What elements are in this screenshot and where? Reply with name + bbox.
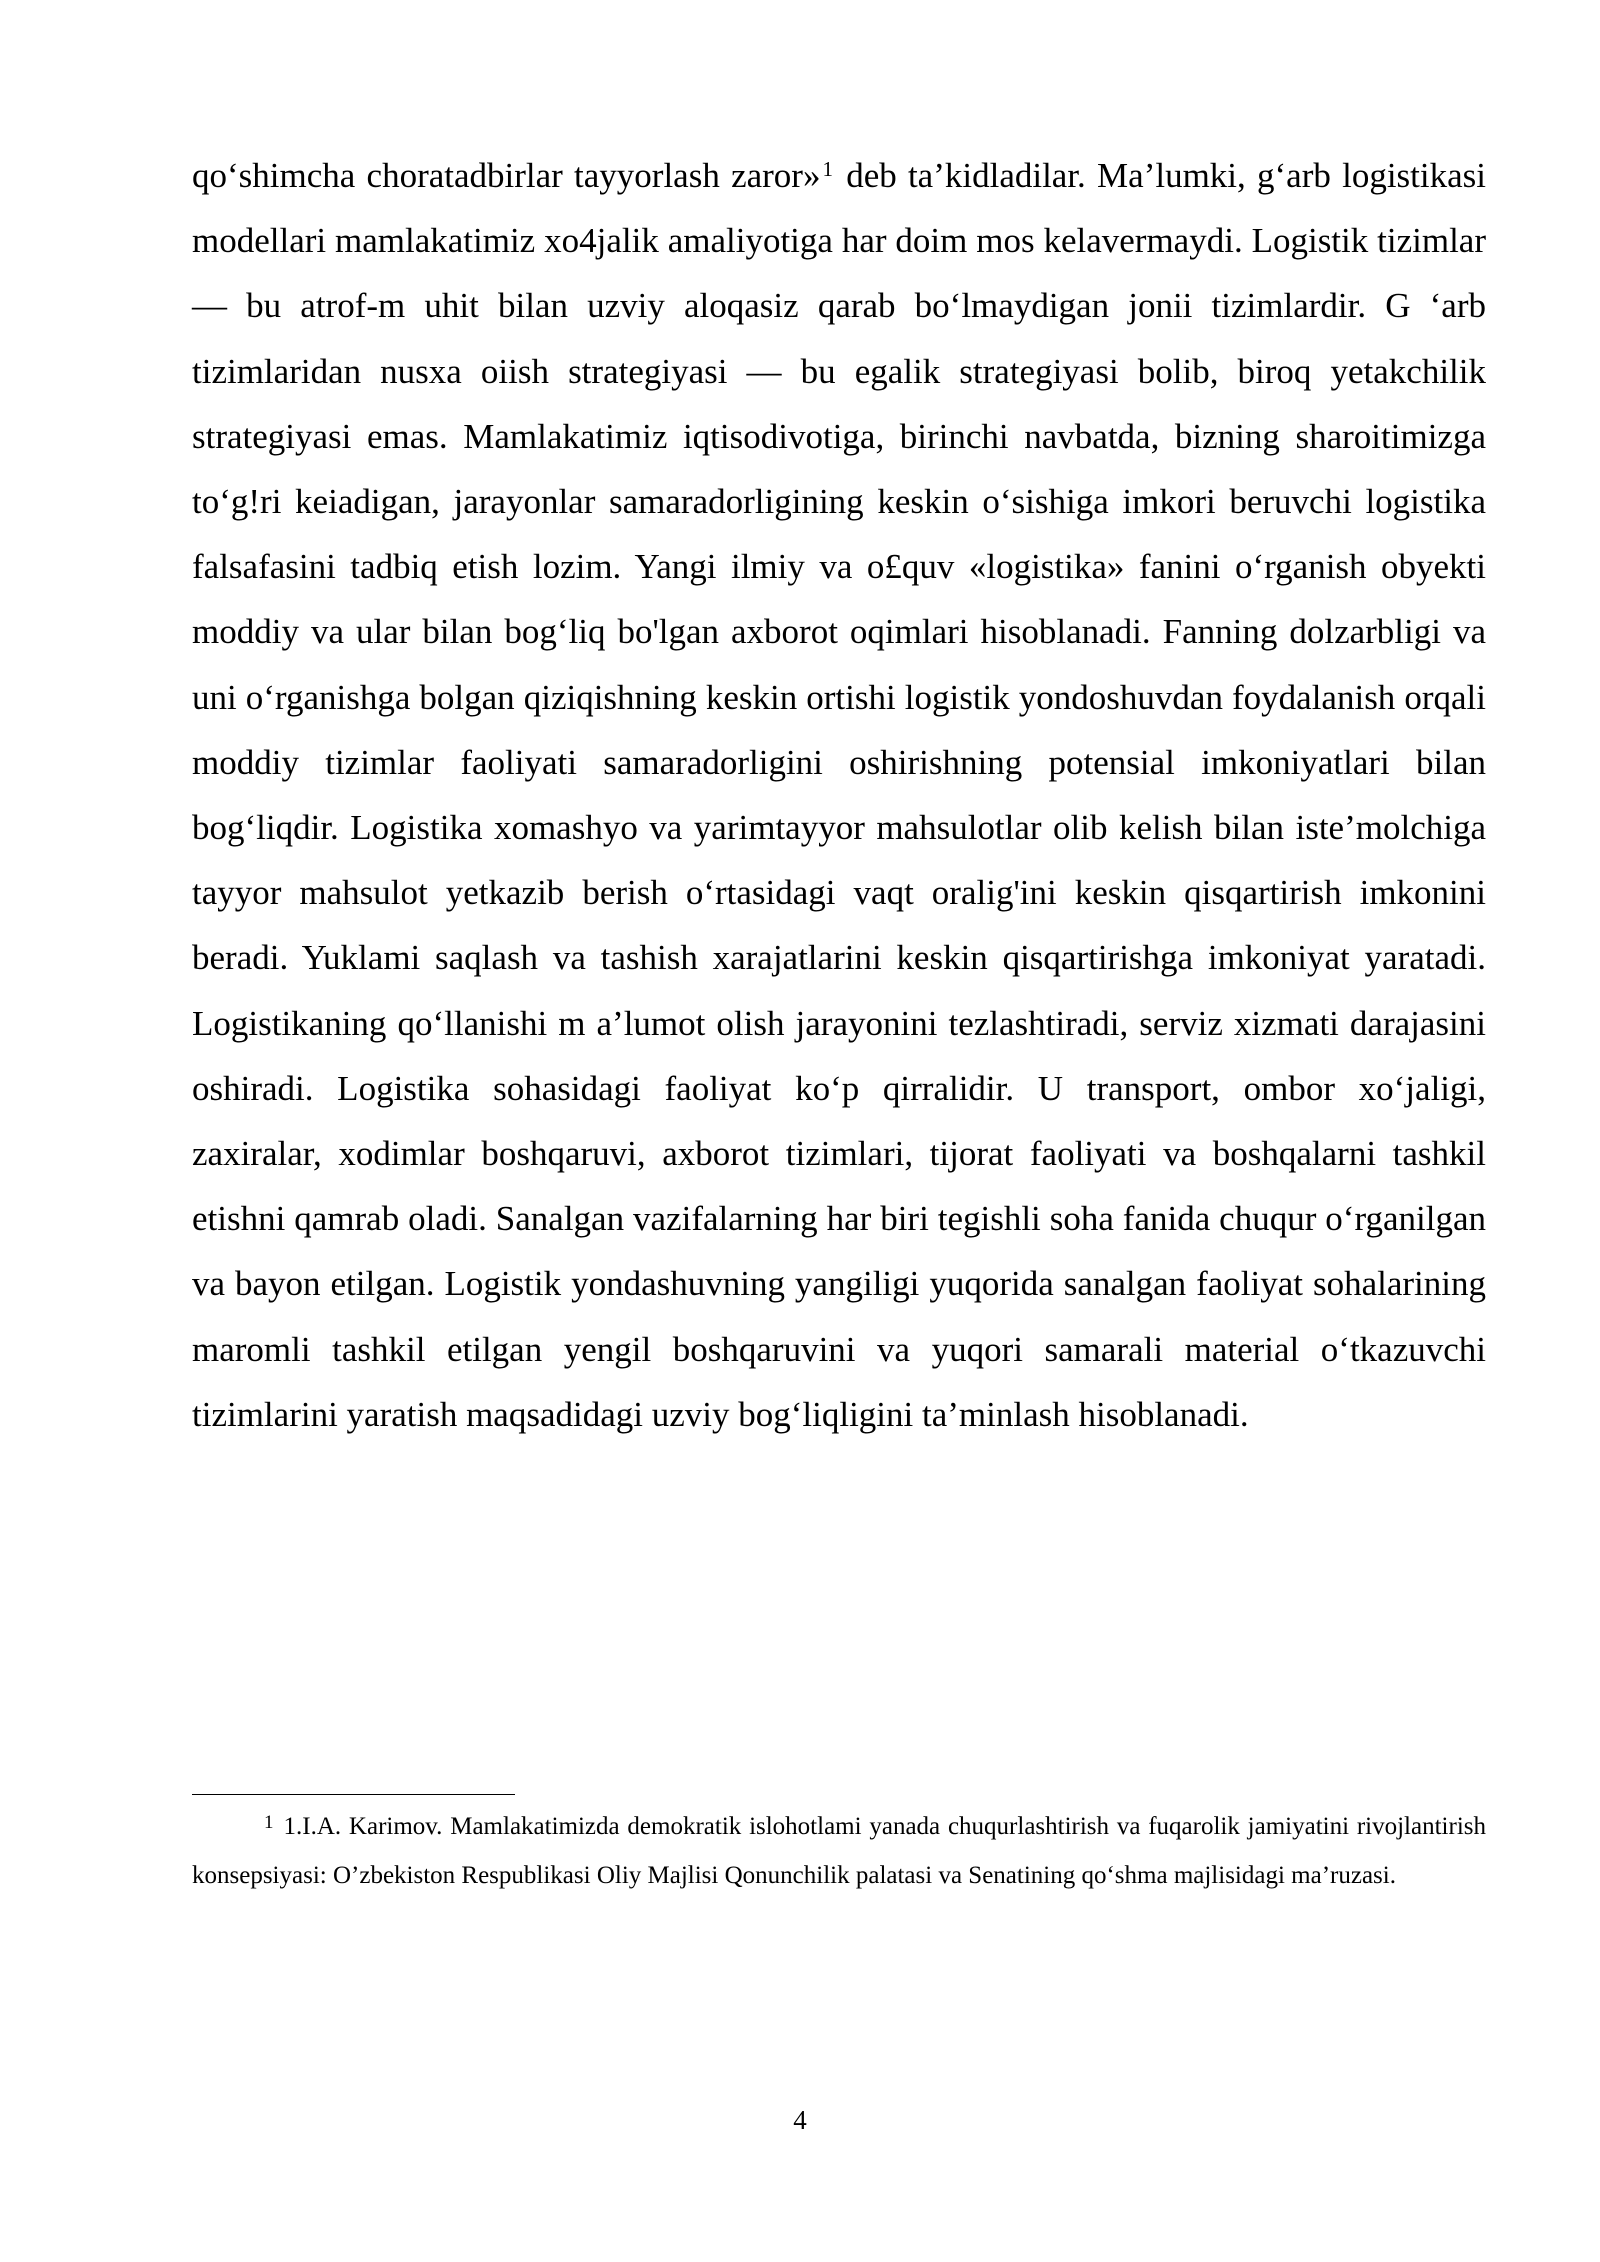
footnote — [192, 1802, 1486, 1900]
footnote-text: 1.I.A. Karimov. Mamlakatimizda demokratik islohotlami yanada chuqurlashtirish va fuqarolik jamiyatini rivojlantirish konsepsiyasi: O’zbekiston Respublikasi Oliy Majlisi Qonunchilik palatasi va Senatining qo‘shma majlisidagi ma’ruzasi. — [192, 1813, 1486, 1889]
footnote-reference: 1 — [822, 157, 833, 181]
body-text-before-reference: qo‘shimcha choratadbirlar tayyorlash zaror» — [192, 156, 821, 195]
footnote-separator — [192, 1794, 515, 1795]
body-paragraph — [192, 143, 1486, 1447]
body-text-after-reference: deb ta’kidladilar. Ma’lumki, g‘arb logistikasi modellari mamlakatimiz xo4jalik amaliyotiga har doim mos kelavermaydi. Logistik tizimlar — bu atrof-m uhit bilan uzviy aloqasiz qarab bo‘lmaydigan jonii tizimlardir. G ‘arb tizimlaridan nusxa oiish strategiyasi — bu egalik strategiyasi bolib, biroq yetakchilik strategiyasi emas. Mamlakatimiz iqtisodivotiga, birinchi navbatda, bizning sharoitimizga to‘g!ri keiadigan, jarayonlar samaradorligining keskin o‘sishiga imkori beruvchi logistika falsafasini tadbiq etish lozim. Yangi ilmiy va o£quv «logistika» fanini o‘rganish obyekti moddiy va ular bilan bog‘liq bo'lgan axborot oqimlari hisoblanadi. Fanning dolzarbligi va uni o‘rganishga bolgan qiziqishning keskin ortishi logistik yondoshuvdan foydalanish orqali moddiy tizimlar faoliyati samaradorligini oshirishning potensial imkoniyatlari bilan bog‘liqdir. Logistika xomashyo va yarimtayyor mahsulotlar olib kelish bilan iste’molchiga tayyor mahsulot yetkazib berish o‘rtasidagi vaqt oralig'ini keskin qisqartirish imkonini beradi. Yuklami saqlash va tashish xarajatlarini keskin qisqartirishga imkoniyat yaratadi. Logistikaning qo‘llanishi m a’lumot olish jarayonini tezlashtiradi, serviz xizmati darajasini oshiradi. Logistika sohasidagi faoliyat ko‘p qirralidir. U transport, ombor xo‘jaligi, zaxiralar, xodimlar boshqaruvi, axborot tizimlari, tijorat faoliyati va boshqalarni tashkil etishni qamrab oladi. Sanalgan vazifalarning har biri tegishli soha fanida chuqur o‘rganilgan va bayon etilgan. Logistik yondashuvning yangiligi yuqorida sanalgan faoliyat sohalarining maromli tashkil etilgan yengil boshqaruvini va yuqori samarali material o‘tkazuvchi tizimlarini yaratish maqsadidagi uzviy bog‘liqligini ta’minlash hisoblanadi. — [192, 156, 1486, 1434]
footnote-number: 1 — [264, 1812, 274, 1833]
page-number: 4 — [793, 2105, 807, 2135]
